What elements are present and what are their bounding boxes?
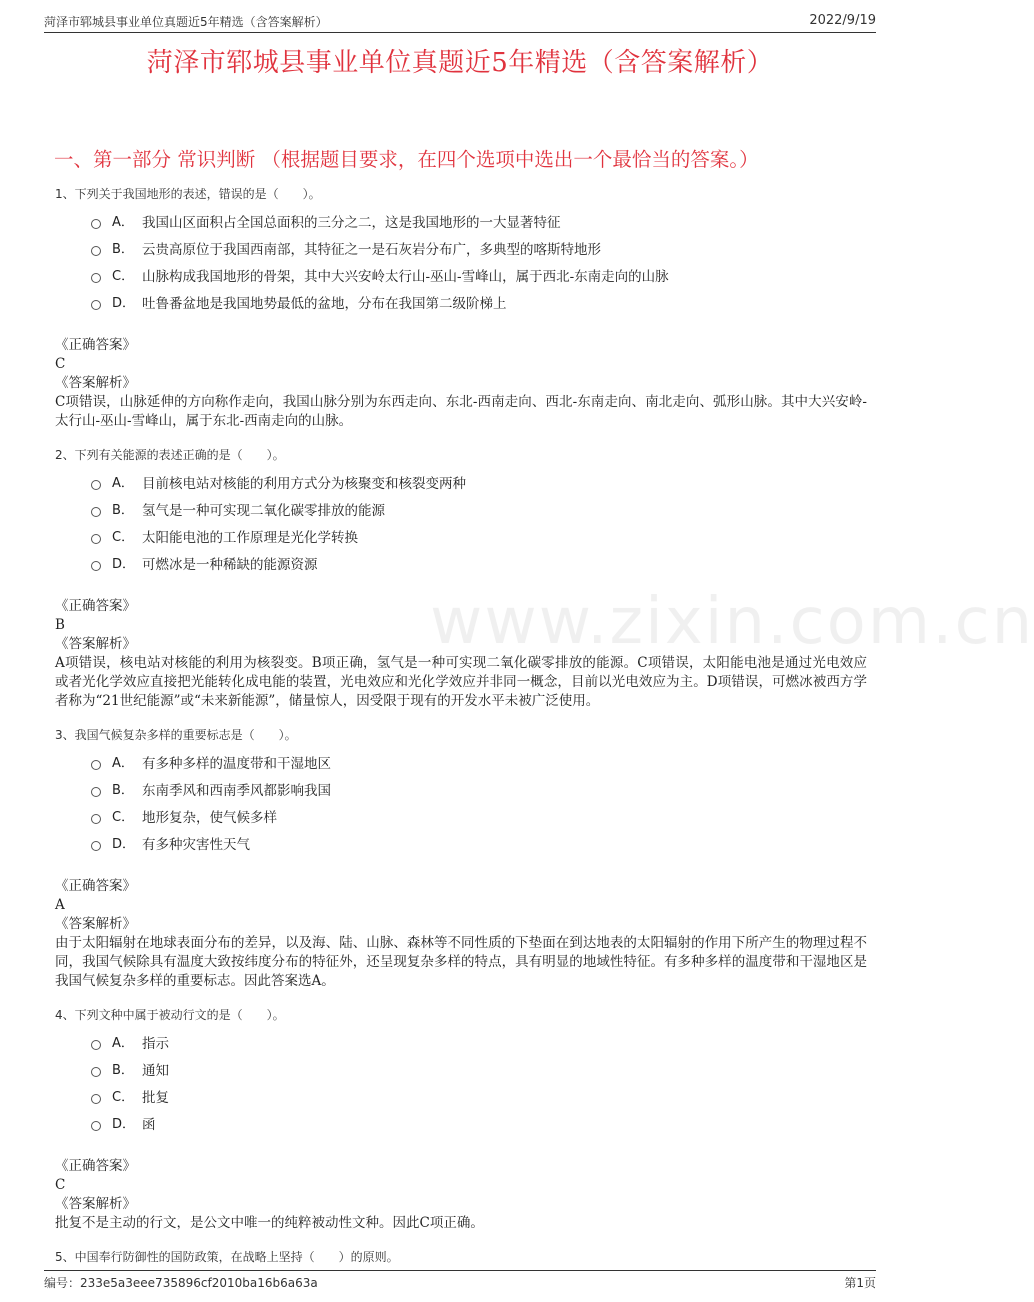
radio-button[interactable]	[91, 841, 101, 851]
correct-answer-label: 《正确答案》	[55, 1158, 136, 1174]
option-key: B．	[112, 503, 134, 518]
radio-button[interactable]	[91, 507, 101, 517]
option-key: C．	[112, 1090, 135, 1105]
document-id: 编号：233e5a3eee735896cf2010ba16b6a63a	[44, 1276, 318, 1290]
analysis-label: 《答案解析》	[55, 375, 136, 391]
option-key: C．	[112, 530, 135, 545]
option-a[interactable]	[91, 468, 867, 495]
option-d[interactable]	[91, 549, 867, 576]
question-5	[55, 1248, 867, 1268]
radio-button[interactable]	[91, 300, 101, 310]
question-text: 5、中国奉行防御性的国防政策，在战略上坚持（ ）的原则。	[55, 1250, 399, 1264]
analysis-label: 《答案解析》	[55, 636, 136, 652]
question-1	[55, 185, 867, 431]
radio-button[interactable]	[91, 1067, 101, 1077]
option-b[interactable]	[91, 495, 867, 522]
option-c[interactable]	[91, 1082, 867, 1109]
option-text: 氢气是一种可实现二氧化碳零排放的能源	[142, 502, 385, 519]
radio-button[interactable]	[91, 814, 101, 824]
option-text: 吐鲁番盆地是我国地势最低的盆地，分布在我国第二级阶梯上	[142, 295, 507, 312]
question-4	[55, 1006, 867, 1233]
option-key: B．	[112, 783, 134, 798]
option-b[interactable]	[91, 234, 867, 261]
correct-answer: C	[55, 1177, 66, 1193]
option-key: D．	[112, 837, 136, 852]
option-d[interactable]	[91, 1109, 867, 1136]
question-list	[55, 185, 867, 1283]
option-key: A．	[112, 215, 134, 230]
option-text: 指示	[142, 1035, 169, 1052]
option-key: C．	[112, 269, 135, 284]
option-text: 山脉构成我国地形的骨架，其中大兴安岭太行山-巫山-雪峰山，属于西北-东南走向的山脉	[142, 268, 669, 285]
watermark: www.zixin.com.cn	[430, 585, 1034, 659]
question-2	[55, 446, 867, 711]
correct-answer-label: 《正确答案》	[55, 337, 136, 353]
analysis-text: 批复不是主动的行文，是公文中唯一的纯粹被动性文种。因此C项正确。	[55, 1215, 484, 1231]
radio-button[interactable]	[91, 246, 101, 256]
option-text: 目前核电站对核能的利用方式分为核聚变和核裂变两种	[142, 475, 466, 492]
option-group	[91, 468, 867, 576]
answer-block	[55, 877, 867, 991]
option-text: 东南季风和西南季风都影响我国	[142, 782, 331, 799]
option-b[interactable]	[91, 1055, 867, 1082]
option-key: A．	[112, 476, 134, 491]
option-text: 云贵高原位于我国西南部，其特征之一是石灰岩分布广，多典型的喀斯特地形	[142, 241, 601, 258]
option-text: 通知	[142, 1062, 169, 1079]
header-doc-title: 菏泽市郓城县事业单位真题近5年精选（含答案解析）	[44, 15, 328, 29]
question-3	[55, 726, 867, 991]
option-group	[91, 1028, 867, 1136]
option-key: C．	[112, 810, 135, 825]
answer-block	[55, 597, 867, 711]
analysis-text: 由于太阳辐射在地球表面分布的差异，以及海、陆、山脉、森林等不同性质的下垫面在到达地表的太阳辐射的作用下所产生的物理过程不同，我国气候除具有温度大致按纬度分布的特征外，还呈现复杂多样的特点，具有明显的地域性特征。有多种多样的温度带和干湿地区是我国气候复杂多样的重要标志。因此答案选A。	[55, 935, 867, 989]
page-header	[44, 10, 876, 33]
analysis-label: 《答案解析》	[55, 1196, 136, 1212]
option-text: 批复	[142, 1089, 169, 1106]
analysis-text: A项错误，核电站对核能的利用为核裂变。B项正确，氢气是一种可实现二氧化碳零排放的能源。C项错误，太阳能电池是通过光电效应或者光化学效应直接把光能转化成电能的装置，光电效应和光化学效应并非同一概念，目前以光电效应为主。D项错误，可燃冰被西方学者称为“21世纪能源”或“未来新能源”，储量惊人，因受限于现有的开发水平未被广泛使用。	[55, 655, 867, 709]
option-key: B．	[112, 1063, 134, 1078]
radio-button[interactable]	[91, 760, 101, 770]
radio-button[interactable]	[91, 480, 101, 490]
radio-button[interactable]	[91, 219, 101, 229]
page-number: 第1页	[844, 1276, 876, 1290]
question-text: 2、下列有关能源的表述正确的是（ ）。	[55, 448, 285, 462]
option-text: 可燃冰是一种稀缺的能源资源	[142, 556, 318, 573]
option-key: A．	[112, 1036, 134, 1051]
option-d[interactable]	[91, 288, 867, 315]
option-key: D．	[112, 296, 136, 311]
radio-button[interactable]	[91, 1121, 101, 1131]
correct-answer: C	[55, 356, 66, 372]
correct-answer-label: 《正确答案》	[55, 598, 136, 614]
option-c[interactable]	[91, 522, 867, 549]
correct-answer: B	[55, 617, 65, 633]
option-c[interactable]	[91, 802, 867, 829]
option-group	[91, 207, 867, 315]
document-title: 菏泽市郓城县事业单位真题近5年精选（含答案解析）	[146, 48, 774, 78]
option-text: 有多种多样的温度带和干湿地区	[142, 755, 331, 772]
radio-button[interactable]	[91, 561, 101, 571]
page-footer	[44, 1270, 876, 1291]
option-text: 有多种灾害性天气	[142, 836, 250, 853]
header-date: 2022/9/19	[809, 13, 876, 28]
radio-button[interactable]	[91, 1040, 101, 1050]
option-key: B．	[112, 242, 134, 257]
option-group	[91, 748, 867, 856]
answer-block	[55, 336, 867, 431]
question-text: 4、下列文种中属于被动行文的是（ ）。	[55, 1008, 285, 1022]
correct-answer-label: 《正确答案》	[55, 878, 136, 894]
option-key: A．	[112, 756, 134, 771]
question-text: 1、下列关于我国地形的表述，错误的是（ ）。	[55, 187, 321, 201]
option-text: 地形复杂，使气候多样	[142, 809, 277, 826]
option-text: 函	[142, 1116, 156, 1133]
option-a[interactable]	[91, 207, 867, 234]
option-b[interactable]	[91, 775, 867, 802]
question-text: 3、我国气候复杂多样的重要标志是（ ）。	[55, 728, 297, 742]
option-c[interactable]	[91, 261, 867, 288]
radio-button[interactable]	[91, 1094, 101, 1104]
option-key: D．	[112, 557, 136, 572]
analysis-text: C项错误，山脉延伸的方向称作走向，我国山脉分别为东西走向、东北-西南走向、西北-东南走向、南北走向、弧形山脉。其中大兴安岭-太行山-巫山-雪峰山，属于东北-西南走向的山脉。	[55, 394, 867, 429]
option-a[interactable]	[91, 1028, 867, 1055]
option-text: 太阳能电池的工作原理是光化学转换	[142, 529, 358, 546]
section-title: 一、第一部分 常识判断 （根据题目要求，在四个选项中选出一个最恰当的答案。）	[54, 148, 759, 171]
option-key: D．	[112, 1117, 136, 1132]
radio-button[interactable]	[91, 273, 101, 283]
radio-button[interactable]	[91, 787, 101, 797]
option-text: 我国山区面积占全国总面积的三分之二，这是我国地形的一大显著特征	[142, 214, 561, 231]
option-a[interactable]	[91, 748, 867, 775]
answer-block	[55, 1157, 867, 1233]
analysis-label: 《答案解析》	[55, 916, 136, 932]
option-d[interactable]	[91, 829, 867, 856]
radio-button[interactable]	[91, 534, 101, 544]
correct-answer: A	[55, 897, 65, 913]
